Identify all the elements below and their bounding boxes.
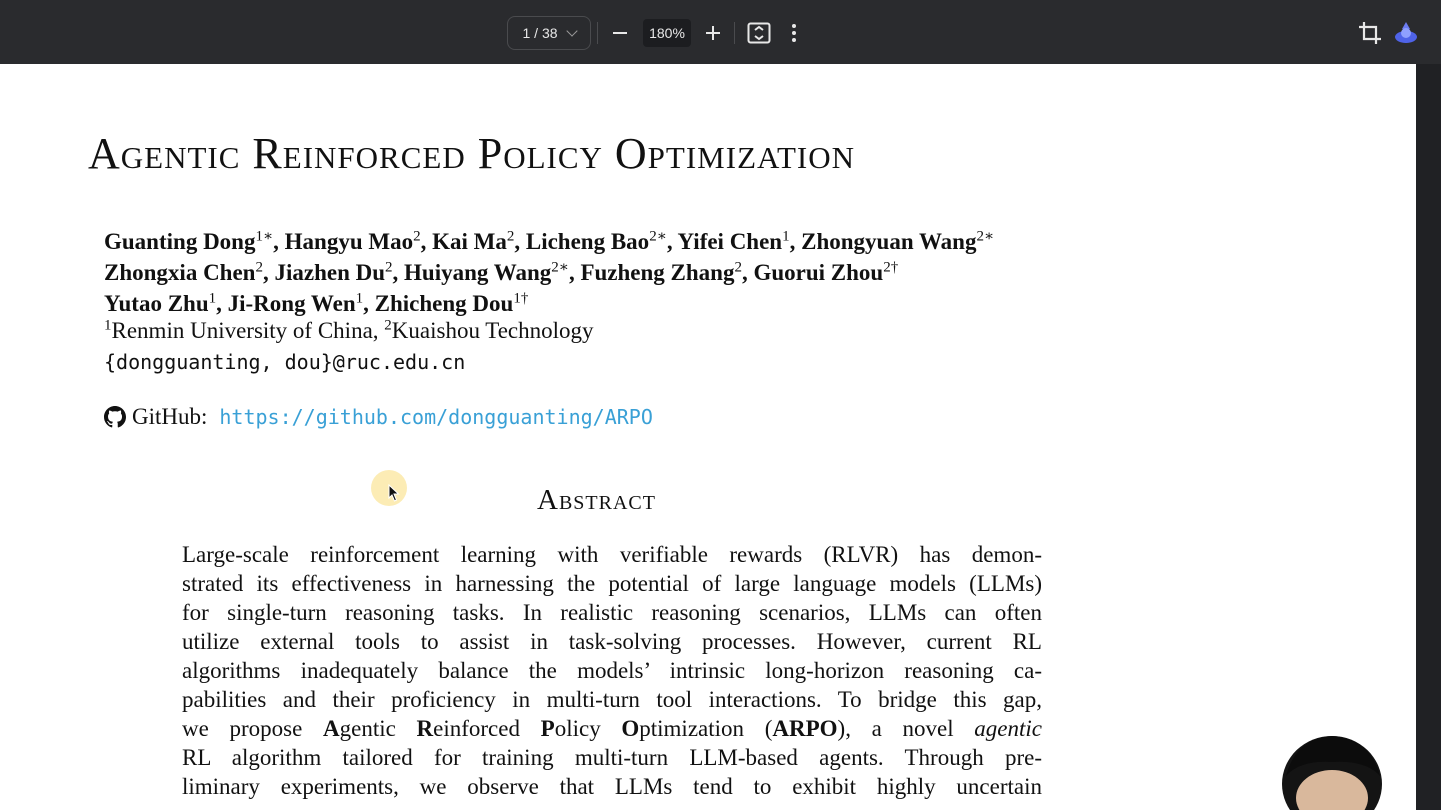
github-icon <box>104 406 126 428</box>
github-line <box>104 404 653 430</box>
abstract-line: for single-turn reasoning tasks. In realistic reasoning scenarios, LLMs can often <box>182 600 1042 625</box>
abstract-line: RL algorithm tailored for training multi-turn LLM-based agents. Through pre- <box>182 745 1042 770</box>
author-affiliation-mark: 1∗ <box>255 228 274 245</box>
author-name: Kai Ma <box>432 229 507 254</box>
author-affiliation-mark: 1 <box>208 290 217 307</box>
crop-icon <box>1358 21 1382 45</box>
fit-page-button[interactable] <box>743 17 775 49</box>
author-affiliation-mark: 1 <box>355 290 364 307</box>
abstract-line: strated its effectiveness in harnessing the potential of large language models (LLMs) <box>182 571 1042 596</box>
zoom-out-button[interactable] <box>604 17 636 49</box>
author-affiliation-mark: 1† <box>513 290 529 307</box>
pdf-page <box>0 64 1416 810</box>
abstract-body <box>182 540 1042 801</box>
presenter-video-icon <box>1266 732 1396 810</box>
author-list <box>104 226 994 319</box>
webcam-overlay <box>1266 732 1396 810</box>
author-name: Fuzheng Zhang <box>580 260 735 285</box>
author-name: Guanting Dong <box>104 229 256 254</box>
zoom-in-button[interactable] <box>697 17 729 49</box>
author-affiliation-mark: 2∗ <box>649 228 667 245</box>
toolbar-divider <box>734 22 735 44</box>
author-name: Huiyang Wang <box>404 260 552 285</box>
author-affiliation-mark: 1 <box>782 228 790 245</box>
scrollbar-track[interactable] <box>1416 64 1441 810</box>
more-vertical-icon <box>791 23 797 43</box>
github-label: GitHub: <box>132 404 208 429</box>
author-email: {dongguanting, dou}@ruc.edu.cn <box>104 350 466 374</box>
author-name: Ji-Rong Wen <box>227 291 356 316</box>
affiliations: $^1$Renmin University of China, $^2$Kuaishou Technology <box>104 317 594 343</box>
author-name: Hangyu Mao <box>284 229 414 254</box>
author-affiliation-mark: 2 <box>385 259 393 276</box>
author-name: Zhicheng Dou <box>374 291 514 316</box>
author-affiliation-mark: 2 <box>255 259 263 276</box>
author-affiliation-mark: 2† <box>883 259 899 276</box>
author-affiliation-mark: 2 <box>506 228 515 245</box>
abstract-line: liminary experiments, we observe that LLMs tend to exhibit highly uncertain <box>182 774 1042 799</box>
plus-icon <box>704 24 722 42</box>
abstract-line: we propose Agentic Reinforced Policy Optimization (ARPO), a novel agentic <box>182 716 1042 741</box>
mouse-cursor-icon <box>388 484 400 502</box>
avatar-icon <box>1393 20 1419 46</box>
page-indicator: 1 / 38 <box>522 25 558 41</box>
extension-button[interactable] <box>1390 17 1422 49</box>
author-name: Yutao Zhu <box>104 291 209 316</box>
page-selector[interactable] <box>507 16 591 50</box>
author-name: Jiazhen Du <box>274 260 386 285</box>
author-name: Zhongxia Chen <box>104 260 256 285</box>
author-name: Yifei Chen <box>677 229 783 254</box>
minus-icon <box>611 24 629 42</box>
abstract-heading: Abstract <box>537 484 656 516</box>
toolbar-divider <box>597 22 598 44</box>
abstract-line: algorithms inadequately balance the models’ intrinsic long-horizon reasoning ca- <box>182 658 1042 683</box>
author-affiliation-mark: 2∗ <box>976 228 995 245</box>
author-line: Zhongxia Chen$^2$, Jiazhen Du$^2$, Huiyang Wang$^{2∗}$, Fuzheng Zhang$^2$, Guorui Zhou$^{2\dagger}$ <box>104 259 899 285</box>
abstract-line: pabilities and their proficiency in multi-turn tool interactions. To bridge this gap, <box>182 687 1042 712</box>
author-affiliation-mark: 2 <box>734 259 742 276</box>
pdf-toolbar <box>0 0 1441 65</box>
chevron-down-icon <box>566 25 577 36</box>
author-line: Guanting Dong$^{1∗}$, Hangyu Mao$^2$, Kai Ma$^2$, Licheng Bao$^{2∗}$, Yifei Chen$^1$, Zhongyuan Wang$^{2∗}$ <box>104 228 995 254</box>
author-name: Zhongyuan Wang <box>801 229 977 254</box>
author-name: Guorui Zhou <box>753 260 884 285</box>
abstract-line: utilize external tools to assist in task-solving processes. However, current RL <box>182 629 1042 654</box>
paper-title: Agentic Reinforced Policy Optimization <box>88 129 855 178</box>
author-name: Licheng Bao <box>525 229 650 254</box>
author-affiliation-mark: 2 <box>413 228 421 245</box>
zoom-level[interactable]: 180% <box>643 19 691 47</box>
github-link[interactable]: https://github.com/dongguanting/ARPO <box>219 405 653 429</box>
crop-button[interactable] <box>1354 17 1386 49</box>
author-line: Yutao Zhu$^1$, Ji-Rong Wen$^1$, Zhicheng Dou$^{1\dagger}$ <box>104 290 529 316</box>
more-options-button[interactable] <box>778 17 810 49</box>
abstract-line: Large-scale reinforcement learning with verifiable rewards (RLVR) has demon- <box>182 542 1042 567</box>
fit-page-icon <box>747 22 771 44</box>
author-affiliation-mark: 2∗ <box>551 259 569 276</box>
